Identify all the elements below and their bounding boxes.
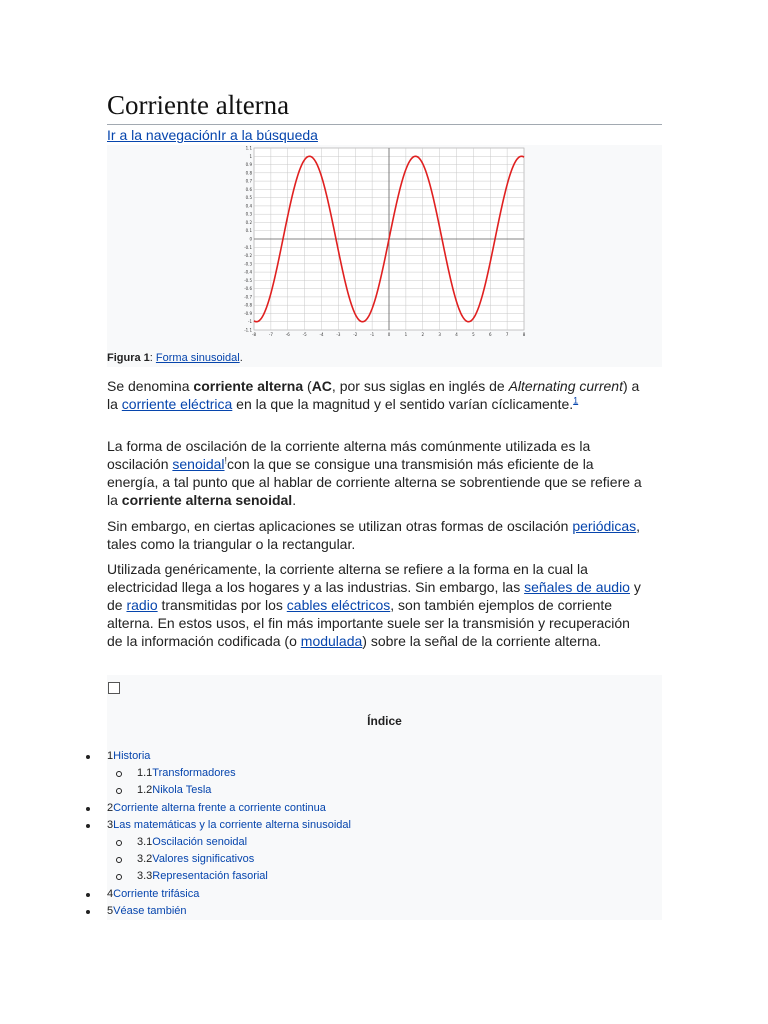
- paragraph-other-forms: [107, 517, 647, 553]
- toc-item-link[interactable]: Representación fasorial: [152, 870, 268, 883]
- x-tick-label: 8: [522, 332, 526, 337]
- y-tick-label: -0.8: [244, 302, 252, 308]
- toc-item[interactable]: [0, 817, 351, 834]
- toc-item-link[interactable]: Transformadores: [152, 767, 236, 780]
- link-periodicas[interactable]: periódicas: [572, 518, 637, 534]
- link-modulada[interactable]: modulada: [300, 633, 363, 649]
- y-tick-label: -0.7: [244, 294, 252, 300]
- x-tick-label: -8: [252, 332, 256, 337]
- x-tick-label: 4: [455, 332, 458, 337]
- toc-item[interactable]: [0, 868, 351, 885]
- toc-toggle-checkbox[interactable]: [108, 682, 120, 694]
- text-run: con la que se consigue una transmisión más eficiente de la energía, a tal punto que al hablar de corriente alterna se sobrentiende que se refiere a la: [107, 456, 642, 508]
- bold-term: corriente alterna: [193, 378, 304, 394]
- x-tick-label: 6: [488, 332, 492, 337]
- toc-item-number: 2: [107, 801, 114, 814]
- toc-item-link[interactable]: Nikola Tesla: [152, 784, 212, 797]
- y-tick-label: 1.1: [245, 146, 252, 151]
- y-tick-label: 0.9: [245, 162, 252, 168]
- figure-caption-end: .: [239, 352, 243, 364]
- sine-wave-chart: [238, 146, 528, 346]
- jump-to-navigation-link[interactable]: Ir a la navegación: [107, 127, 218, 143]
- toc-item-link[interactable]: Valores significativos: [152, 853, 255, 866]
- x-tick-label: -1: [370, 332, 375, 337]
- link-radio[interactable]: radio: [126, 597, 158, 613]
- text-run: transmitidas por los: [157, 597, 287, 613]
- reference-link[interactable]: 1: [573, 395, 579, 406]
- toc-item-number: 1.1: [137, 767, 153, 780]
- y-tick-label: 0.3: [245, 211, 252, 217]
- text-run: , por sus siglas en inglés de: [331, 378, 509, 394]
- y-tick-label: -0.2: [244, 253, 252, 259]
- toc-item[interactable]: [0, 765, 351, 782]
- toc-item[interactable]: [0, 748, 351, 765]
- jump-links: [107, 127, 318, 143]
- x-tick-label: -4: [319, 332, 324, 337]
- figure-caption-separator: :: [149, 352, 156, 364]
- text-run: , tales como la triangular o la rectangular.: [107, 518, 641, 552]
- toc-item-link[interactable]: Corriente trifásica: [113, 887, 200, 900]
- toc-item-link[interactable]: Historia: [113, 750, 151, 762]
- x-tick-label: -3: [336, 332, 341, 337]
- y-tick-label: 0.2: [245, 219, 252, 225]
- text-run: .: [292, 492, 297, 508]
- text-run: y de: [107, 579, 641, 613]
- link-corriente-electrica[interactable]: corriente eléctrica: [121, 396, 233, 412]
- x-tick-label: -2: [353, 332, 358, 337]
- y-tick-label: -1.1: [244, 327, 252, 333]
- reference-marker: !: [224, 455, 228, 466]
- y-tick-label: 1: [249, 153, 252, 159]
- toc-item-link[interactable]: Corriente alterna frente a corriente continua: [113, 801, 326, 814]
- toc-item-number: 3: [107, 818, 114, 831]
- page-title: Corriente alterna: [107, 90, 290, 120]
- toc-item[interactable]: [0, 834, 351, 851]
- toc-item[interactable]: [0, 851, 351, 868]
- y-tick-label: 0.6: [245, 186, 252, 192]
- y-tick-label: -0.9: [244, 310, 252, 316]
- toc-item[interactable]: [0, 800, 351, 817]
- paragraph-usage: [107, 560, 647, 650]
- link-cables-electricos[interactable]: cables eléctricos: [286, 597, 391, 613]
- paragraph-intro: [107, 377, 647, 413]
- toc-item-number: 1.2: [137, 784, 153, 797]
- text-run: (: [303, 378, 312, 394]
- toc-item-link[interactable]: Las matemáticas y la corriente alterna sinusoidal: [113, 818, 351, 831]
- toc-item[interactable]: [0, 886, 351, 903]
- y-tick-label: -0.4: [244, 269, 252, 275]
- title-divider: [107, 124, 662, 125]
- text-run: Se denomina: [107, 378, 194, 394]
- toc-item[interactable]: [0, 903, 351, 920]
- y-tick-label: -0.3: [244, 261, 252, 267]
- link-senoidal[interactable]: senoidal: [172, 456, 225, 472]
- toc-item-link[interactable]: Véase también: [113, 904, 187, 917]
- x-tick-label: 3: [438, 332, 441, 337]
- link-senales-de-audio[interactable]: señales de audio: [524, 579, 630, 595]
- bold-term: corriente alterna senoidal: [121, 492, 293, 508]
- toc-item[interactable]: [0, 782, 351, 799]
- figure-caption-link[interactable]: Forma sinusoidal: [155, 352, 240, 364]
- bold-abbreviation: AC: [311, 378, 332, 394]
- toc-item-number: 4: [107, 887, 114, 900]
- x-tick-label: 7: [505, 332, 509, 337]
- y-tick-label: -0.6: [244, 286, 252, 292]
- y-tick-label: 0: [249, 236, 252, 242]
- x-tick-label: -7: [268, 332, 273, 337]
- toc-item-number: 3.1: [137, 835, 153, 848]
- x-tick-label: -5: [302, 332, 307, 337]
- toc-item-number: 1: [107, 750, 114, 762]
- toc-title: Índice: [367, 714, 402, 728]
- x-tick-label: 1: [404, 332, 408, 337]
- figure-caption-label: Figura 1: [107, 352, 150, 364]
- y-tick-label: -1: [248, 319, 252, 325]
- toc-item-number: 3.3: [137, 870, 153, 883]
- y-tick-label: 0.5: [245, 195, 252, 201]
- toc-item-link[interactable]: Oscilación senoidal: [152, 835, 248, 848]
- text-run: , son también ejemplos de corriente alterna. En estos usos, el fin más importante suele ser la transmisión y recuperación de la información codificada (o: [107, 597, 630, 649]
- y-tick-label: 0.8: [245, 170, 252, 176]
- x-tick-label: 5: [472, 332, 475, 337]
- text-run: Utilizada genéricamente, la corriente alterna se refiere a la forma en la cual la electricidad llega a los hogares y a las industrias. Sin embargo, las: [107, 561, 588, 595]
- y-tick-label: -0.1: [244, 244, 252, 250]
- jump-to-search-link[interactable]: Ir a la búsqueda: [217, 127, 318, 143]
- paragraph-oscillation: [107, 437, 647, 509]
- x-tick-label: -6: [285, 332, 290, 337]
- text-run: La forma de oscilación de la corriente alterna más comúnmente utilizada es la oscilación: [107, 438, 591, 472]
- y-tick-label: -0.5: [244, 277, 252, 283]
- y-tick-label: 0.7: [245, 178, 252, 184]
- x-tick-label: 2: [421, 332, 425, 337]
- text-run: Sin embargo, en ciertas aplicaciones se utilizan otras formas de oscilación: [107, 518, 573, 534]
- toc-item-number: 3.2: [137, 853, 153, 866]
- italic-term: Alternating current: [508, 378, 623, 394]
- toc-list: [0, 748, 351, 920]
- toc-item-number: 5: [107, 904, 114, 917]
- text-run: en la que la magnitud y el sentido varían cíclicamente.: [232, 396, 574, 412]
- text-run: ) sobre la señal de la corriente alterna.: [362, 633, 602, 649]
- y-tick-label: 0.1: [245, 228, 252, 234]
- x-tick-label: 0: [387, 332, 391, 337]
- text-run: ) a la: [107, 378, 640, 412]
- figure-caption: [107, 352, 243, 364]
- y-tick-label: 0.4: [245, 203, 252, 209]
